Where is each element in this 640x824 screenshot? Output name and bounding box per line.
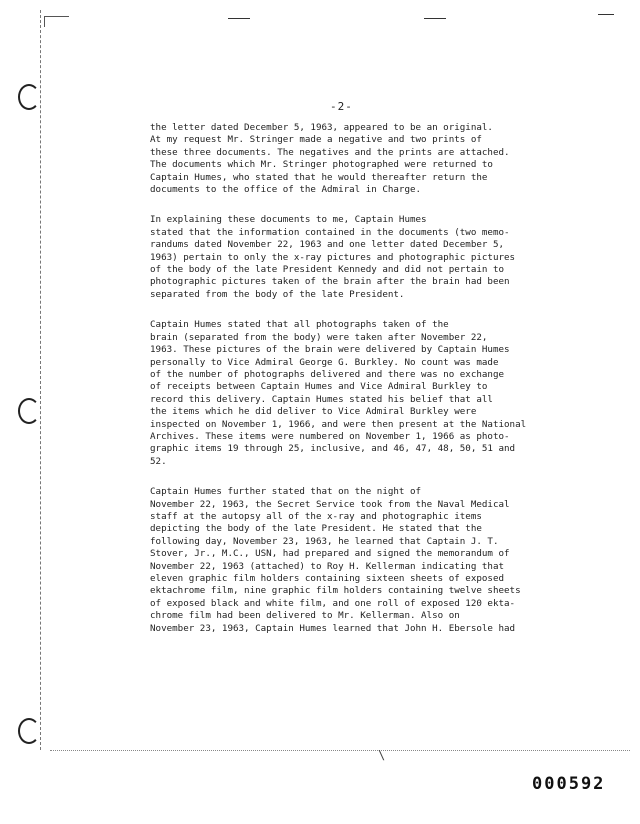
margin-rule <box>40 10 41 750</box>
top-dash <box>598 14 614 15</box>
text-line: following day, November 23, 1963, he learned that Captain J. T. <box>150 535 499 547</box>
paragraph <box>150 486 550 635</box>
text-line: November 23, 1963, Captain Humes learned that John H. Ebersole had <box>150 622 516 634</box>
text-line: documents to the office of the Admiral in Charge. <box>150 184 422 196</box>
text-line: of the number of photographs delivered and there was no exchange <box>150 368 505 380</box>
text-line: eleven graphic film holders containing sixteen sheets of exposed <box>150 573 505 584</box>
text-line: In explaining these documents to me, Captain Humes <box>150 214 427 226</box>
bottom-rule <box>50 750 630 751</box>
text-line: of exposed black and white film, and one roll of exposed 120 ekta- <box>150 597 516 609</box>
text-line: inspected on November 1, 1966, and were then present at the National <box>150 418 527 430</box>
text-line: The documents which Mr. Stringer photographed were returned to <box>150 159 493 171</box>
text-line: the letter dated December 5, 1963, appeared to be an original. <box>150 122 493 133</box>
text-line: Stover, Jr., M.C., USN, had prepared and signed the memorandum of <box>150 548 510 560</box>
paragraph <box>150 122 550 196</box>
text-line: personally to Vice Admiral George G. Burkley. No count was made <box>150 356 499 368</box>
text-line: 1963) pertain to only the x-ray pictures and photographic pictures <box>150 251 516 263</box>
text-line: graphic items 19 through 25, inclusive, and 46, 47, 48, 50, 51 and <box>150 443 516 455</box>
text-line: brain (separated from the body) were taken after November 22, <box>150 331 488 343</box>
text-line: 52. <box>150 455 167 467</box>
body-text <box>150 122 550 653</box>
text-line: record this delivery. Captain Humes stated his belief that all <box>150 393 493 405</box>
text-line: stated that the information contained in the documents (two memo- <box>150 226 510 238</box>
text-line: staff at the autopsy all of the x-ray and photographic items <box>150 510 482 522</box>
text-line: chrome film had been delivered to Mr. Kellerman. Also on <box>150 610 460 622</box>
corner-mark <box>44 16 69 27</box>
text-line: Captain Humes further stated that on the night of <box>150 486 422 498</box>
text-line: 1963. These pictures of the brain were delivered by Captain Humes <box>150 344 510 356</box>
text-line: photographic pictures taken of the brain after the brain had been <box>150 276 510 288</box>
text-line: these three documents. The negatives and the prints are attached. <box>150 146 510 158</box>
text-line: At my request Mr. Stringer made a negative and two prints of <box>150 134 482 146</box>
text-line: Captain Humes stated that all photographs taken of the <box>150 319 449 331</box>
binder-hole <box>18 398 40 424</box>
text-line: Captain Humes, who stated that he would thereafter return the <box>150 171 488 183</box>
text-line: November 22, 1963, the Secret Service took from the Naval Medical <box>150 498 510 510</box>
text-line: Archives. These items were numbered on November 1, 1966 as photo- <box>150 430 510 442</box>
top-dash <box>228 18 250 19</box>
document-id: 000592 <box>532 774 606 794</box>
binder-hole <box>18 84 40 110</box>
text-line: the items which he did deliver to Vice Admiral Burkley were <box>150 406 477 418</box>
text-line: ektachrome film, nine graphic film holders containing twelve sheets <box>150 585 521 597</box>
paragraph <box>150 319 550 468</box>
text-line: separated from the body of the late President. <box>150 288 405 300</box>
text-line: depicting the body of the late President. He stated that the <box>150 523 482 535</box>
binder-hole <box>18 718 40 744</box>
text-line: of the body of the late President Kennedy and did not pertain to <box>150 264 505 276</box>
text-line: of receipts between Captain Humes and Vice Admiral Burkley to <box>150 381 488 393</box>
page-number: -2- <box>330 100 353 113</box>
tick-mark: \ <box>378 748 386 762</box>
paragraph <box>150 214 550 301</box>
text-line: November 22, 1963 (attached) to Roy H. Kellerman indicating that <box>150 560 505 572</box>
top-dash <box>424 18 446 19</box>
text-line: randums dated November 22, 1963 and one letter dated December 5, <box>150 239 505 251</box>
